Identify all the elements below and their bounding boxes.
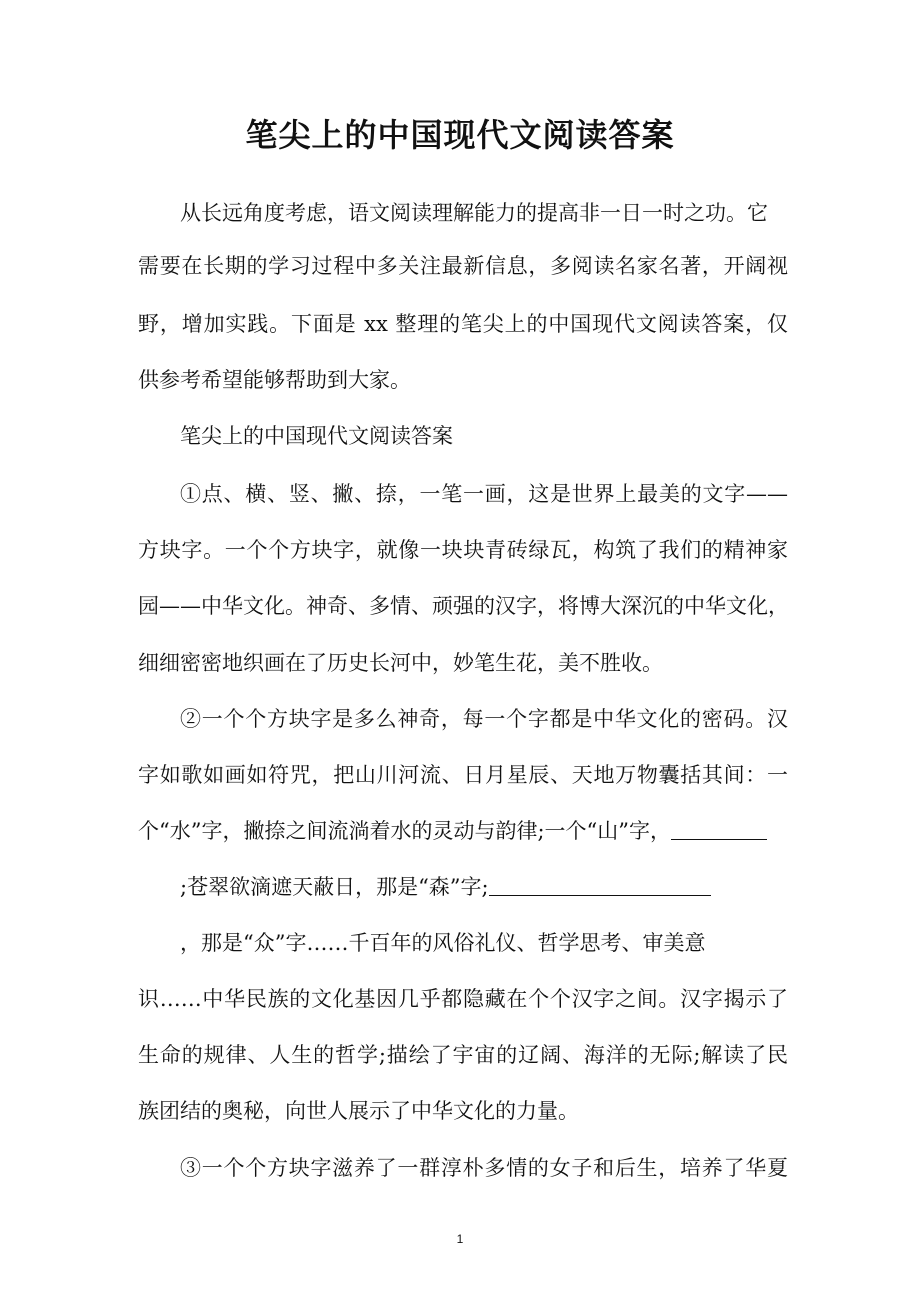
- page-title: 笔尖上的中国现代文阅读答案: [245, 116, 675, 154]
- answer-blank-1[interactable]: [671, 817, 767, 840]
- p2-line-3-text: 个“水”字，撇捺之间流淌着水的灵动与韵律;一个“山”字，: [138, 819, 672, 843]
- p2-line-4-text: ;苍翠欲滴遮天蔽日，那是“森”字;: [180, 875, 489, 899]
- p2-line-4: [180, 872, 830, 902]
- p2-line-3: [138, 816, 788, 846]
- p1-line-4: 细细密密地织画在了历史长河中，妙笔生花，美不胜收。: [138, 651, 663, 675]
- section-subtitle: 笔尖上的中国现代文阅读答案: [180, 424, 453, 448]
- p1-line-3: 园——中华文化。神奇、多情、顽强的汉字，将博大深沉的中华文化，: [138, 594, 789, 618]
- p1-line-2: 方块字。一个个方块字，就像一块块青砖绿瓦，构筑了我们的精神家: [138, 538, 788, 562]
- p1-line-1: ①点、横、竖、撇、捺，一笔一画，这是世界上最美的文字——: [180, 482, 788, 506]
- p2-line-7: 生命的规律、人生的哲学;描绘了宇宙的辽阔、海洋的无际;解读了民: [138, 1043, 788, 1067]
- intro-line-4: 供参考希望能够帮助到大家。: [138, 368, 411, 392]
- answer-blank-2[interactable]: [489, 873, 711, 896]
- p2-line-6: 识……中华民族的文化基因几乎都隐藏在个个汉字之间。汉字揭示了: [138, 987, 788, 1011]
- p3-line-1: ③一个个方块字滋养了一群淳朴多情的女子和后生，培养了华夏: [180, 1156, 788, 1180]
- p2-line-2: 字如歌如画如符咒，把山川河流、日月星辰、天地万物囊括其间：一: [138, 763, 788, 787]
- page-number: 1: [456, 1232, 464, 1246]
- p2-line-1: ②一个个方块字是多么神奇，每一个字都是中华文化的密码。汉: [180, 707, 788, 731]
- intro-line-1: 从长远角度考虑，语文阅读理解能力的提高非一日一时之功。它: [180, 201, 768, 225]
- intro-line-2: 需要在长期的学习过程中多关注最新信息，多阅读名家名著，开阔视: [138, 254, 788, 278]
- p2-line-8: 族团结的奥秘，向世人展示了中华文化的力量。: [138, 1099, 579, 1123]
- p2-line-5: ，那是“众”字……千百年的风俗礼仪、哲学思考、审美意: [180, 931, 706, 955]
- intro-line-3: 野，增加实践。下面是 xx 整理的笔尖上的中国现代文阅读答案，仅: [138, 312, 788, 336]
